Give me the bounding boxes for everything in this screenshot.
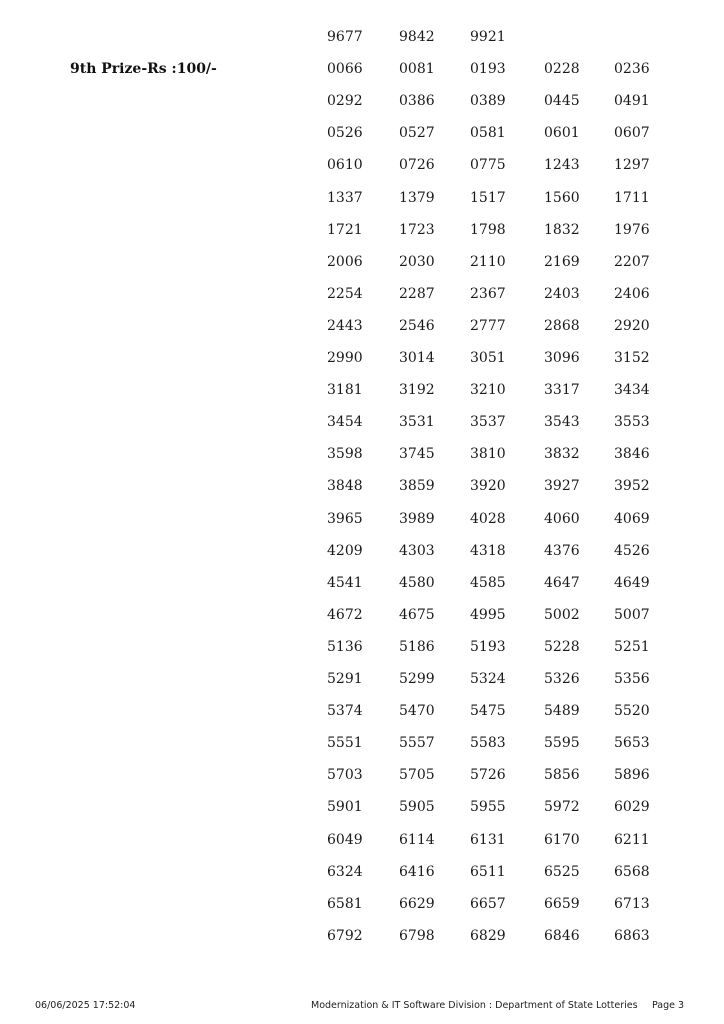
ticket-number: 1560 — [544, 189, 580, 206]
ticket-number: 6863 — [614, 927, 650, 944]
ticket-number: 6792 — [327, 927, 363, 944]
ticket-number: 5583 — [470, 735, 506, 752]
ticket-number: 3553 — [614, 414, 650, 431]
ticket-number: 6829 — [470, 927, 506, 944]
ticket-number: 6131 — [470, 831, 506, 848]
ticket-number: 5007 — [614, 606, 650, 623]
ticket-number: 6211 — [614, 831, 650, 848]
ticket-number: 5955 — [470, 799, 506, 816]
ticket-number: 0193 — [470, 61, 506, 78]
ticket-number: 4585 — [470, 574, 506, 591]
ticket-number: 5901 — [327, 799, 363, 816]
ticket-number: 3965 — [327, 510, 363, 527]
ticket-number: 4028 — [470, 510, 506, 527]
ticket-number: 5299 — [399, 671, 435, 687]
ticket-number: 3531 — [399, 414, 435, 431]
ticket-number: 1798 — [470, 221, 506, 238]
ticket-number: 0726 — [399, 157, 435, 174]
ticket-number: 4303 — [399, 542, 435, 559]
ticket-number: 3927 — [544, 478, 580, 495]
ticket-number: 9842 — [399, 29, 435, 45]
ticket-number: 1711 — [614, 189, 650, 206]
ticket-number: 0527 — [399, 125, 435, 142]
ticket-number: 5905 — [399, 799, 435, 816]
ticket-number: 3014 — [399, 350, 435, 366]
ticket-number: 0491 — [614, 93, 650, 110]
ticket-number: 0389 — [470, 93, 506, 110]
ticket-number: 0386 — [399, 93, 435, 110]
ticket-number: 1297 — [614, 157, 650, 174]
ticket-number: 4069 — [614, 510, 650, 527]
ticket-number: 4580 — [399, 574, 435, 591]
ticket-number: 5705 — [399, 767, 435, 784]
ticket-number: 9677 — [327, 29, 363, 45]
ticket-number: 6659 — [544, 895, 580, 912]
ticket-number: 5002 — [544, 606, 580, 623]
ticket-number: 3051 — [470, 350, 506, 366]
ticket-number: 4541 — [327, 574, 363, 591]
ticket-number: 4060 — [544, 510, 580, 527]
ticket-number: 5557 — [399, 735, 435, 752]
ticket-number: 2920 — [614, 317, 650, 334]
ticket-number: 5520 — [614, 703, 650, 720]
footer-page-number: Page 3 — [652, 1000, 685, 1011]
ticket-number: 5856 — [544, 767, 580, 784]
ticket-number: 6324 — [327, 863, 363, 880]
ticket-number: 4675 — [399, 606, 435, 623]
ticket-number: 9921 — [470, 29, 506, 45]
ticket-number: 6029 — [614, 799, 650, 816]
ticket-number: 5972 — [544, 799, 580, 816]
ticket-number: 0066 — [327, 61, 363, 78]
ticket-number: 3210 — [470, 382, 506, 399]
ticket-number: 3846 — [614, 446, 650, 463]
ticket-number: 2110 — [470, 253, 506, 270]
ticket-number: 3096 — [544, 350, 580, 366]
ticket-number: 6713 — [614, 895, 650, 912]
ticket-number: 2546 — [399, 317, 435, 334]
ticket-number: 2287 — [399, 285, 435, 302]
ticket-number: 3810 — [470, 446, 506, 463]
ticket-number: 5136 — [327, 638, 363, 655]
ticket-number: 5228 — [544, 638, 580, 655]
ticket-number: 3745 — [399, 446, 435, 463]
ticket-number: 5356 — [614, 671, 650, 687]
footer-division: Modernization & IT Software Division : Department of State Lotteries — [311, 1000, 638, 1011]
ticket-number: 3832 — [544, 446, 580, 463]
ticket-number: 3598 — [327, 446, 363, 463]
ticket-number: 5291 — [327, 671, 363, 687]
ticket-number: 6114 — [399, 831, 435, 848]
ticket-number: 3537 — [470, 414, 506, 431]
ticket-number: 6568 — [614, 863, 650, 880]
ticket-number: 4526 — [614, 542, 650, 559]
ticket-number: 5896 — [614, 767, 650, 784]
ticket-number: 2403 — [544, 285, 580, 302]
ticket-number: 5193 — [470, 638, 506, 655]
ticket-number: 4318 — [470, 542, 506, 559]
ticket-number: 3543 — [544, 414, 580, 431]
ticket-number: 0601 — [544, 125, 580, 142]
prize-heading: 9th Prize-Rs :100/- — [70, 61, 217, 77]
ticket-number: 3192 — [399, 382, 435, 399]
ticket-number: 2406 — [614, 285, 650, 302]
ticket-number: 3317 — [544, 382, 580, 399]
ticket-number: 0445 — [544, 93, 580, 110]
ticket-number: 4647 — [544, 574, 580, 591]
ticket-number: 4209 — [327, 542, 363, 559]
ticket-number: 1379 — [399, 189, 435, 206]
ticket-number: 2777 — [470, 317, 506, 334]
ticket-number: 1337 — [327, 189, 363, 206]
ticket-number: 5324 — [470, 671, 506, 687]
ticket-number: 3181 — [327, 382, 363, 399]
ticket-number: 5551 — [327, 735, 363, 752]
ticket-number: 0236 — [614, 61, 650, 78]
ticket-number: 5726 — [470, 767, 506, 784]
ticket-number: 1243 — [544, 157, 580, 174]
ticket-number: 5186 — [399, 638, 435, 655]
ticket-number: 5470 — [399, 703, 435, 720]
ticket-number: 2006 — [327, 253, 363, 270]
ticket-number: 1976 — [614, 221, 650, 238]
ticket-number: 2868 — [544, 317, 580, 334]
ticket-number: 0292 — [327, 93, 363, 110]
ticket-number: 6416 — [399, 863, 435, 880]
ticket-number: 3920 — [470, 478, 506, 495]
ticket-number: 6170 — [544, 831, 580, 848]
ticket-number: 5653 — [614, 735, 650, 752]
ticket-number: 3952 — [614, 478, 650, 495]
ticket-number: 0526 — [327, 125, 363, 142]
ticket-number: 2169 — [544, 253, 580, 270]
ticket-number: 3848 — [327, 478, 363, 495]
ticket-number: 3434 — [614, 382, 650, 399]
ticket-number: 2207 — [614, 253, 650, 270]
ticket-number: 5489 — [544, 703, 580, 720]
ticket-number: 5475 — [470, 703, 506, 720]
ticket-number: 5595 — [544, 735, 580, 752]
ticket-number: 6657 — [470, 895, 506, 912]
ticket-number: 4672 — [327, 606, 363, 623]
ticket-number: 6511 — [470, 863, 506, 880]
ticket-number: 5374 — [327, 703, 363, 720]
ticket-number: 6525 — [544, 863, 580, 880]
ticket-number: 0607 — [614, 125, 650, 142]
ticket-number: 3859 — [399, 478, 435, 495]
ticket-number: 2367 — [470, 285, 506, 302]
ticket-number: 4376 — [544, 542, 580, 559]
ticket-number: 1721 — [327, 221, 363, 238]
ticket-number: 4649 — [614, 574, 650, 591]
ticket-number: 1517 — [470, 189, 506, 206]
ticket-number: 3152 — [614, 350, 650, 366]
ticket-number: 3989 — [399, 510, 435, 527]
ticket-number: 6581 — [327, 895, 363, 912]
ticket-number: 2030 — [399, 253, 435, 270]
ticket-number: 1723 — [399, 221, 435, 238]
ticket-number: 6629 — [399, 895, 435, 912]
ticket-number: 2443 — [327, 317, 363, 334]
ticket-number: 0610 — [327, 157, 363, 174]
ticket-number: 3454 — [327, 414, 363, 431]
ticket-number: 1832 — [544, 221, 580, 238]
ticket-number: 0581 — [470, 125, 506, 142]
ticket-number: 0228 — [544, 61, 580, 78]
ticket-number: 2990 — [327, 350, 363, 366]
ticket-number: 6846 — [544, 927, 580, 944]
footer-datetime: 06/06/2025 17:52:04 — [35, 1000, 136, 1011]
ticket-number: 0775 — [470, 157, 506, 174]
ticket-number: 6049 — [327, 831, 363, 848]
ticket-number: 5326 — [544, 671, 580, 687]
ticket-number: 0081 — [399, 61, 435, 78]
ticket-number: 4995 — [470, 606, 506, 623]
ticket-number: 2254 — [327, 285, 363, 302]
ticket-number: 5251 — [614, 638, 650, 655]
ticket-number: 6798 — [399, 927, 435, 944]
ticket-number: 5703 — [327, 767, 363, 784]
